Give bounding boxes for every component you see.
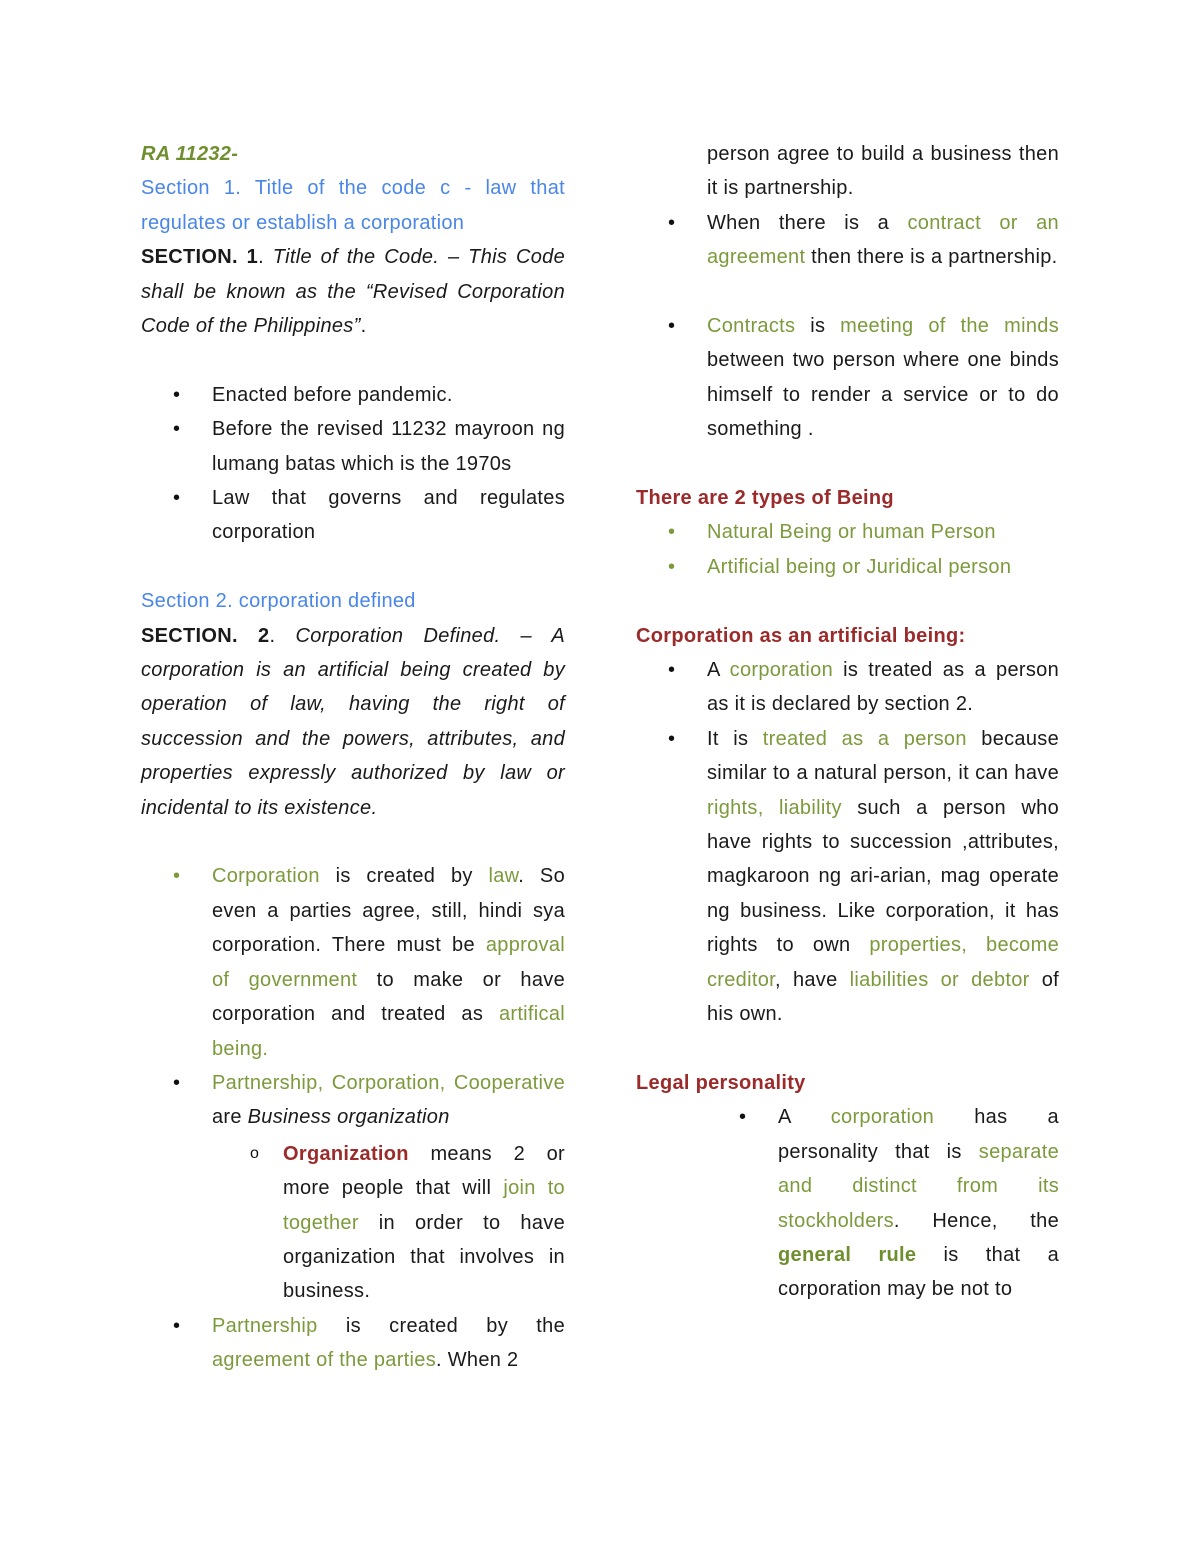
text: It is	[707, 727, 763, 750]
section1-end: .	[360, 315, 367, 338]
spacer	[141, 343, 565, 377]
list-item-corporation	[141, 859, 565, 1065]
text: is created by	[319, 865, 489, 888]
term-rights-liability: rights, liability	[707, 796, 842, 819]
section2-dot: .	[269, 624, 296, 647]
term-artificial-being: artifical being.	[212, 1003, 565, 1060]
section2-body: Corporation Defined. – A corporation is an artificial being created by operation of law, having the right of succession and the powers, attributes, and properties expressly authorized by law or incidental to its existence.	[141, 624, 565, 819]
text: A	[778, 1106, 831, 1129]
term-join-together: join to together	[283, 1177, 565, 1234]
types-heading: There are 2 types of Being	[636, 487, 894, 510]
text: . When 2	[436, 1349, 519, 1372]
text: , have	[775, 968, 850, 991]
artificial-being-heading: Corporation as an artificial being:	[636, 624, 966, 647]
ra-heading: RA 11232-	[141, 143, 239, 165]
list-item: • Law that governs and regulates corporation	[141, 481, 565, 550]
section2-text	[141, 619, 565, 825]
term-organization: Organization	[283, 1142, 409, 1165]
term-treated-as-person: treated as a person	[762, 727, 967, 750]
term-partnership: Partnership	[212, 1314, 318, 1337]
list-item: • Before the revised 11232 mayroon ng lumang batas which is the 1970s	[141, 412, 565, 481]
term-law: law	[488, 865, 519, 888]
legal-personality-list	[636, 1100, 1059, 1306]
text: . Hence, the	[893, 1209, 1059, 1232]
list-item-contract	[636, 206, 1059, 275]
section1-body: Title of the Code. – This Code shall be known as the “Revised Corporation Code of the Philippines”	[141, 246, 565, 338]
text: of his own.	[707, 968, 1060, 1026]
spacer	[141, 550, 565, 584]
text: to make or have corporation and treated as	[212, 968, 565, 1026]
term-contract: contract or an agreement	[707, 211, 1059, 269]
spacer	[636, 584, 1059, 618]
text: When there is a	[707, 211, 908, 234]
text: is treated as a person as it is declared by section 2.	[707, 659, 1059, 716]
sub-item-organization	[212, 1137, 565, 1309]
spacer	[141, 825, 565, 859]
text: because similar to a natural person, it can have	[707, 727, 1059, 785]
term-agreement: agreement of the parties	[212, 1349, 436, 1372]
section1-dot: .	[258, 246, 273, 269]
term-business-organization: Business organization	[247, 1106, 450, 1129]
list-item-partnership	[141, 1309, 565, 1378]
text: A	[707, 659, 730, 682]
text: means 2 or more people that will	[283, 1142, 565, 1200]
term-corporation: corporation	[830, 1106, 935, 1129]
text: . So even a parties agree, still, hindi sya corporation. There must be	[212, 865, 565, 957]
section2-note: Section 2. corporation defined	[141, 590, 416, 613]
text: then there is a partnership.	[805, 246, 1058, 269]
section1-note: Section 1. Title of the code c - law that regulates or establish a corporation	[141, 177, 565, 234]
term-corporation: corporation	[729, 659, 833, 682]
text: between two person where one binds himself to render a service or to do something .	[707, 349, 1059, 441]
term-liabilities-debtor: liabilities or debtor	[849, 968, 1030, 991]
text: are	[212, 1106, 248, 1129]
term-properties-creditor: properties, become creditor	[707, 934, 1059, 991]
list-item: • Artificial being or Juridical person	[636, 550, 1059, 584]
term-separate-distinct: separate and distinct from its stockholders	[778, 1140, 1059, 1232]
text: such a person who have rights to succession ,attributes, magkaroon ng ari-arian, mag operate ng business. Like corporation, it has rights to own	[707, 796, 1059, 957]
term-corporation: Corporation	[212, 865, 320, 888]
legal-personality-heading: Legal personality	[636, 1071, 806, 1094]
term-approval: approval of government	[212, 934, 565, 991]
spacer	[636, 275, 1059, 309]
spacer	[636, 447, 1059, 481]
list-item: • Natural Being or human Person	[636, 515, 1059, 549]
partnership-bullets	[636, 206, 1059, 275]
sub-list	[212, 1137, 565, 1309]
section2-bullets	[141, 859, 565, 1377]
text: is	[795, 315, 841, 338]
text: has a personality that is	[778, 1106, 1059, 1163]
section1-label: SECTION. 1	[141, 246, 259, 269]
list-item	[636, 1100, 1059, 1306]
artificial-being-list	[636, 653, 1059, 1031]
term-general-rule: general rule	[778, 1243, 917, 1266]
text: in order to have organization that involves in business.	[283, 1211, 565, 1303]
list-item-business-org	[141, 1066, 565, 1309]
spacer	[636, 1032, 1059, 1066]
list-item-contracts	[636, 309, 1059, 447]
section1-text	[141, 240, 565, 343]
list-item: • Enacted before pandemic.	[141, 378, 565, 412]
list-item	[636, 722, 1059, 1032]
contracts-bullets	[636, 309, 1059, 447]
term-contracts: Contracts	[707, 315, 796, 338]
list-item	[636, 653, 1059, 722]
text: is created by the	[317, 1314, 565, 1337]
term-partnership-corporation-cooperative: Partnership, Corporation, Cooperative	[212, 1071, 565, 1094]
continued-text: person agree to build a business then it is partnership.	[707, 143, 1059, 200]
term-meeting-of-minds: meeting of the minds	[840, 315, 1059, 338]
section1-bullets	[141, 378, 565, 550]
left-column	[141, 137, 565, 1378]
types-list	[636, 515, 1059, 584]
right-column	[636, 137, 1059, 1307]
section2-label: SECTION. 2	[141, 624, 270, 647]
text: is that a corporation may be not to	[778, 1243, 1059, 1301]
